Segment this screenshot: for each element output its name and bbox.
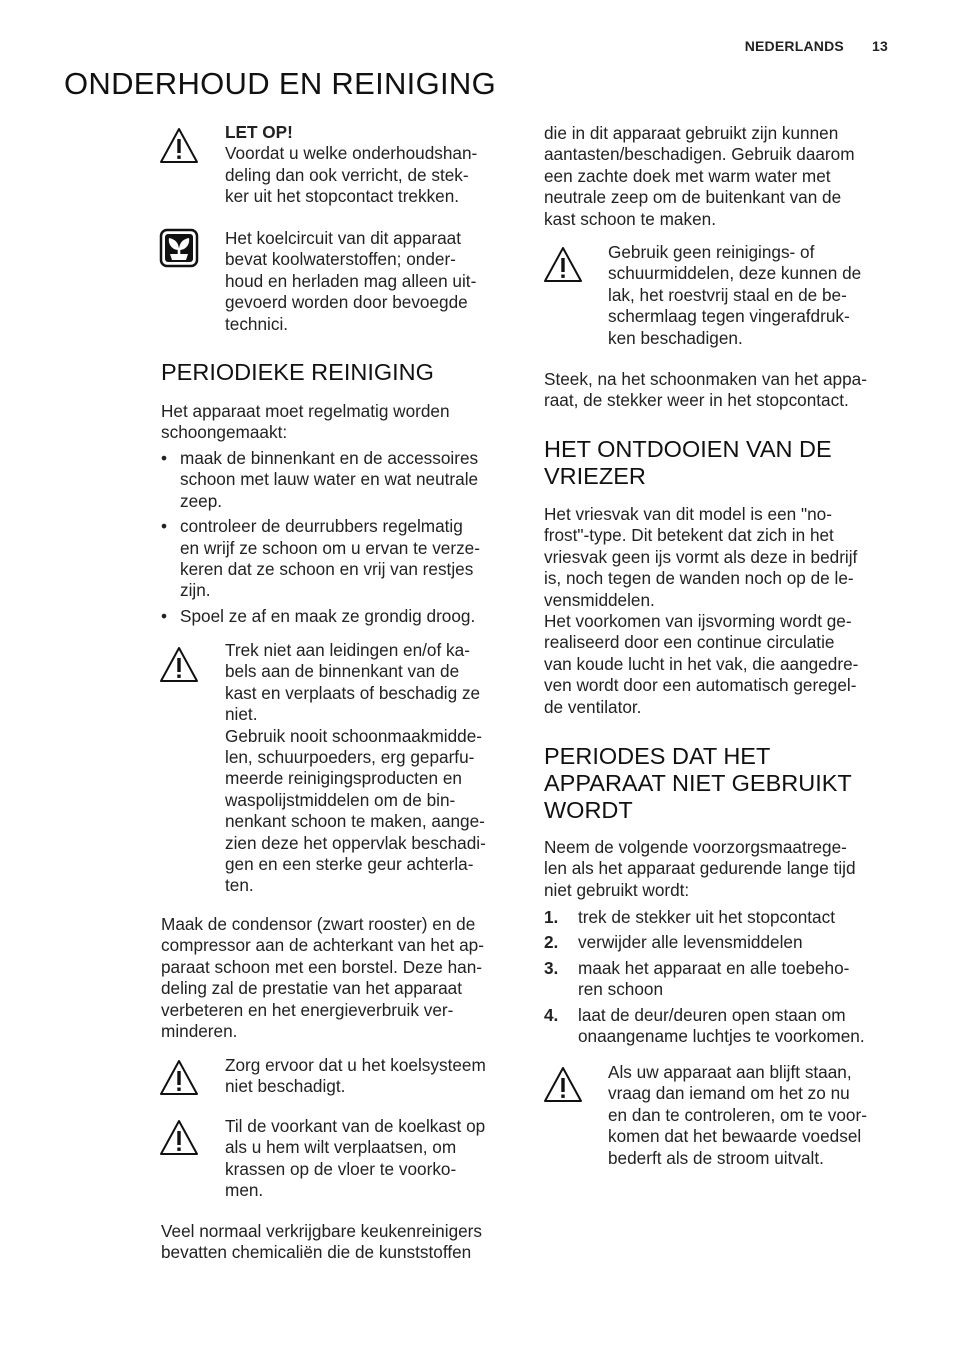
- bullet-symbol: •: [161, 448, 168, 468]
- heading-line: WORDT: [544, 797, 633, 823]
- text-line: gevoerd worden door bevoegde: [225, 292, 468, 313]
- text-line: komen dat het bewaarde voedsel: [608, 1126, 862, 1147]
- text-line: len als het apparaat gedurende lange tijd: [544, 858, 856, 879]
- text-line: men.: [225, 1180, 264, 1201]
- list-item: [544, 932, 914, 953]
- section-heading-periodic: PERIODIEKE REINIGING: [161, 359, 434, 385]
- warning-triangle-icon: [159, 645, 199, 685]
- plug-paragraph: [544, 369, 914, 412]
- text-line: Trek niet aan leidingen en/of ka-: [225, 640, 470, 660]
- text-line: compressor aan de achterkant van het ap-: [161, 935, 484, 956]
- text-line: ven wordt door een automatisch geregel-: [544, 675, 857, 696]
- text-line: gen en een sterke geur achterla-: [225, 854, 474, 875]
- text-line: kast schoon te maken.: [544, 208, 716, 229]
- text-line: schuurmiddelen, deze kunnen de: [608, 263, 862, 284]
- text-line: deling dan ook verricht, de stek-: [225, 164, 469, 185]
- text-line: Gebruik geen reinigings- of: [608, 242, 815, 262]
- text-line: Veel normaal verkrijgbare keukenreinigers: [161, 1221, 482, 1241]
- text-line: Het koelcircuit van dit apparaat: [225, 228, 461, 248]
- warning-triangle-icon: [159, 126, 199, 166]
- text-line: minderen.: [161, 1021, 238, 1042]
- page-number: 13: [872, 38, 888, 54]
- text-line: paraat schoon met een borstel. Deze han-: [161, 956, 483, 977]
- step-number: 4.: [544, 1004, 559, 1025]
- section-heading-unused: [544, 743, 914, 824]
- periodic-intro: [161, 401, 521, 444]
- text-line: van koude lucht in het vak, die aangedre-: [544, 653, 859, 674]
- warning-note: [608, 242, 908, 349]
- text-line: niet beschadigt.: [225, 1076, 346, 1097]
- heading-line: PERIODES DAT HET: [544, 743, 771, 769]
- section-heading-defrost: [544, 436, 914, 490]
- text-line: aantasten/beschadigen. Gebruik daarom: [544, 144, 855, 165]
- text-line: Het apparaat moet regelmatig worden: [161, 401, 450, 421]
- text-line: zien deze het oppervlak beschadi-: [225, 832, 486, 853]
- text-line: verwijder alle levensmiddelen: [578, 932, 803, 953]
- text-line: houd en herladen mag alleen uit-: [225, 270, 477, 291]
- text-line: schoon met lauw water en wat neutrale: [180, 469, 479, 490]
- text-line: die in dit apparaat gebruikt zijn kunnen: [544, 123, 839, 143]
- warning-triangle-icon: [543, 1065, 583, 1105]
- running-header: [745, 38, 888, 54]
- text-line: bederft als de stroom uitvalt.: [608, 1147, 824, 1168]
- text-line: ren schoon: [578, 979, 664, 1000]
- warning-triangle-icon: [543, 245, 583, 285]
- condenser-paragraph: [161, 914, 521, 1042]
- text-line: de ventilator.: [544, 696, 642, 717]
- text-line: meerde reinigingsproducten en: [225, 768, 462, 789]
- page-title: ONDERHOUD EN REINIGING: [64, 66, 497, 101]
- text-line: vensmiddelen.: [544, 589, 655, 610]
- text-line: Het vriesvak van dit model is een "no-: [544, 504, 832, 524]
- text-line: maak het apparaat en alle toebeho-: [578, 957, 850, 978]
- text-line: schoongemaakt:: [161, 422, 288, 443]
- environment-note: [225, 228, 520, 335]
- text-line: len, schuurpoeders, erg geparfu-: [225, 747, 475, 768]
- header-language: NEDERLANDS: [744, 38, 844, 54]
- text-line: Spoel ze af en maak ze grondig droog.: [180, 605, 476, 626]
- text-line: een zachte doek met warm water met: [544, 165, 831, 186]
- text-line: ken beschadigen.: [608, 327, 743, 348]
- list-item: [544, 907, 914, 928]
- warning-triangle-icon: [159, 1118, 199, 1158]
- text-line: Gebruik nooit schoonmaakmidde-: [225, 725, 482, 746]
- text-line: waspolijstmiddelen om de bin-: [225, 789, 456, 810]
- text-line: keren dat ze schoon en vrij van restjes: [180, 559, 474, 580]
- text-line: zeep.: [180, 490, 223, 511]
- text-line: is, noch tegen de wanden noch op de le-: [544, 568, 854, 589]
- text-line: schermlaag tegen vingerafdruk-: [608, 306, 850, 327]
- periodic-bullet-list: [161, 448, 521, 631]
- text-line: controleer de deurrubbers regelmatig: [180, 516, 463, 537]
- warning-triangle-icon: [159, 1058, 199, 1098]
- text-line: vraag dan iemand om het zo nu: [608, 1083, 850, 1104]
- text-line: en dan te controleren, om te voor-: [608, 1104, 867, 1125]
- text-line: nenkant schoon te maken, aange-: [225, 811, 485, 832]
- text-line: frost"-type. Dit betekent dat zich in het: [544, 525, 834, 546]
- text-line: trek de stekker uit het stopcontact: [578, 907, 835, 927]
- text-line: Het voorkomen van ijsvorming wordt ge-: [544, 611, 852, 632]
- text-line: Til de voorkant van de koelkast op: [225, 1116, 486, 1136]
- text-line: Zorg ervoor dat u het koelsysteem: [225, 1055, 486, 1075]
- text-line: Voordat u welke onderhoudshan-: [225, 143, 478, 164]
- warning-note: [608, 1062, 913, 1169]
- text-line: verbeteren en het energieverbruik ver-: [161, 999, 454, 1020]
- text-line: niet gebruikt wordt:: [544, 879, 690, 900]
- list-item: [161, 448, 521, 512]
- text-line: vriesvak geen ijs vormt als deze in bedrijf: [544, 546, 858, 567]
- caution-note: [225, 122, 520, 208]
- unused-intro: [544, 837, 914, 901]
- text-line: bels aan de binnenkant van de: [225, 661, 460, 682]
- step-number: 2.: [544, 932, 559, 953]
- text-line: bevatten chemicaliën die de kunststoffen: [161, 1242, 472, 1263]
- text-line: laat de deur/deuren open staan om: [578, 1004, 846, 1025]
- defrost-paragraph: [544, 504, 914, 718]
- text-line: lak, het roestvrij staal en de be-: [608, 284, 847, 305]
- text-line: raat, de stekker weer in het stopcontact.: [544, 390, 849, 411]
- text-line: onaangename luchtjes te voorkomen.: [578, 1026, 865, 1047]
- text-line: kast en verplaats of beschadig ze: [225, 682, 481, 703]
- text-line: ker uit het stopcontact trekken.: [225, 186, 460, 207]
- text-line: Steek, na het schoonmaken van het appa-: [544, 369, 867, 389]
- warning-note: [225, 640, 520, 897]
- bullet-symbol: •: [161, 605, 168, 626]
- list-item: [544, 1005, 914, 1048]
- text-line: maak de binnenkant en de accessoires: [180, 448, 479, 468]
- bullet-symbol: •: [161, 516, 168, 537]
- step-number: 3.: [544, 957, 559, 978]
- heading-line: VRIEZER: [544, 463, 646, 489]
- plant-environment-icon: [159, 228, 199, 268]
- cleaners-continuation: [544, 123, 904, 230]
- text-line: bevat koolwaterstoffen; onder-: [225, 249, 456, 270]
- heading-line: HET ONTDOOIEN VAN DE: [544, 436, 832, 462]
- text-line: Als uw apparaat aan blijft staan,: [608, 1062, 852, 1082]
- caution-heading: LET OP!: [225, 122, 293, 142]
- text-line: niet.: [225, 704, 258, 725]
- step-number: 1.: [544, 907, 559, 927]
- text-line: Neem de volgende voorzorgsmaatrege-: [544, 837, 847, 857]
- unused-steps-list: [544, 907, 914, 1051]
- text-line: neutrale zeep om de buitenkant van de: [544, 187, 842, 208]
- text-line: zijn.: [180, 580, 211, 601]
- heading-line: APPARAAT NIET GEBRUIKT: [544, 770, 852, 796]
- text-line: deling zal de prestatie van het apparaat: [161, 978, 462, 999]
- text-line: technici.: [225, 313, 289, 334]
- text-line: realiseerd door een continue circulatie: [544, 632, 835, 653]
- text-line: en wrijf ze schoon om u ervan te verze-: [180, 537, 480, 558]
- cleaners-paragraph: [161, 1221, 521, 1264]
- list-item: [544, 958, 914, 1001]
- warning-note: [225, 1055, 520, 1098]
- text-line: krassen op de vloer te voorko-: [225, 1158, 457, 1179]
- text-line: Maak de condensor (zwart rooster) en de: [161, 914, 476, 934]
- list-item: [161, 516, 521, 602]
- warning-note: [225, 1116, 520, 1202]
- text-line: als u hem wilt verplaatsen, om: [225, 1137, 457, 1158]
- text-line: ten.: [225, 875, 254, 896]
- list-item: [161, 606, 521, 627]
